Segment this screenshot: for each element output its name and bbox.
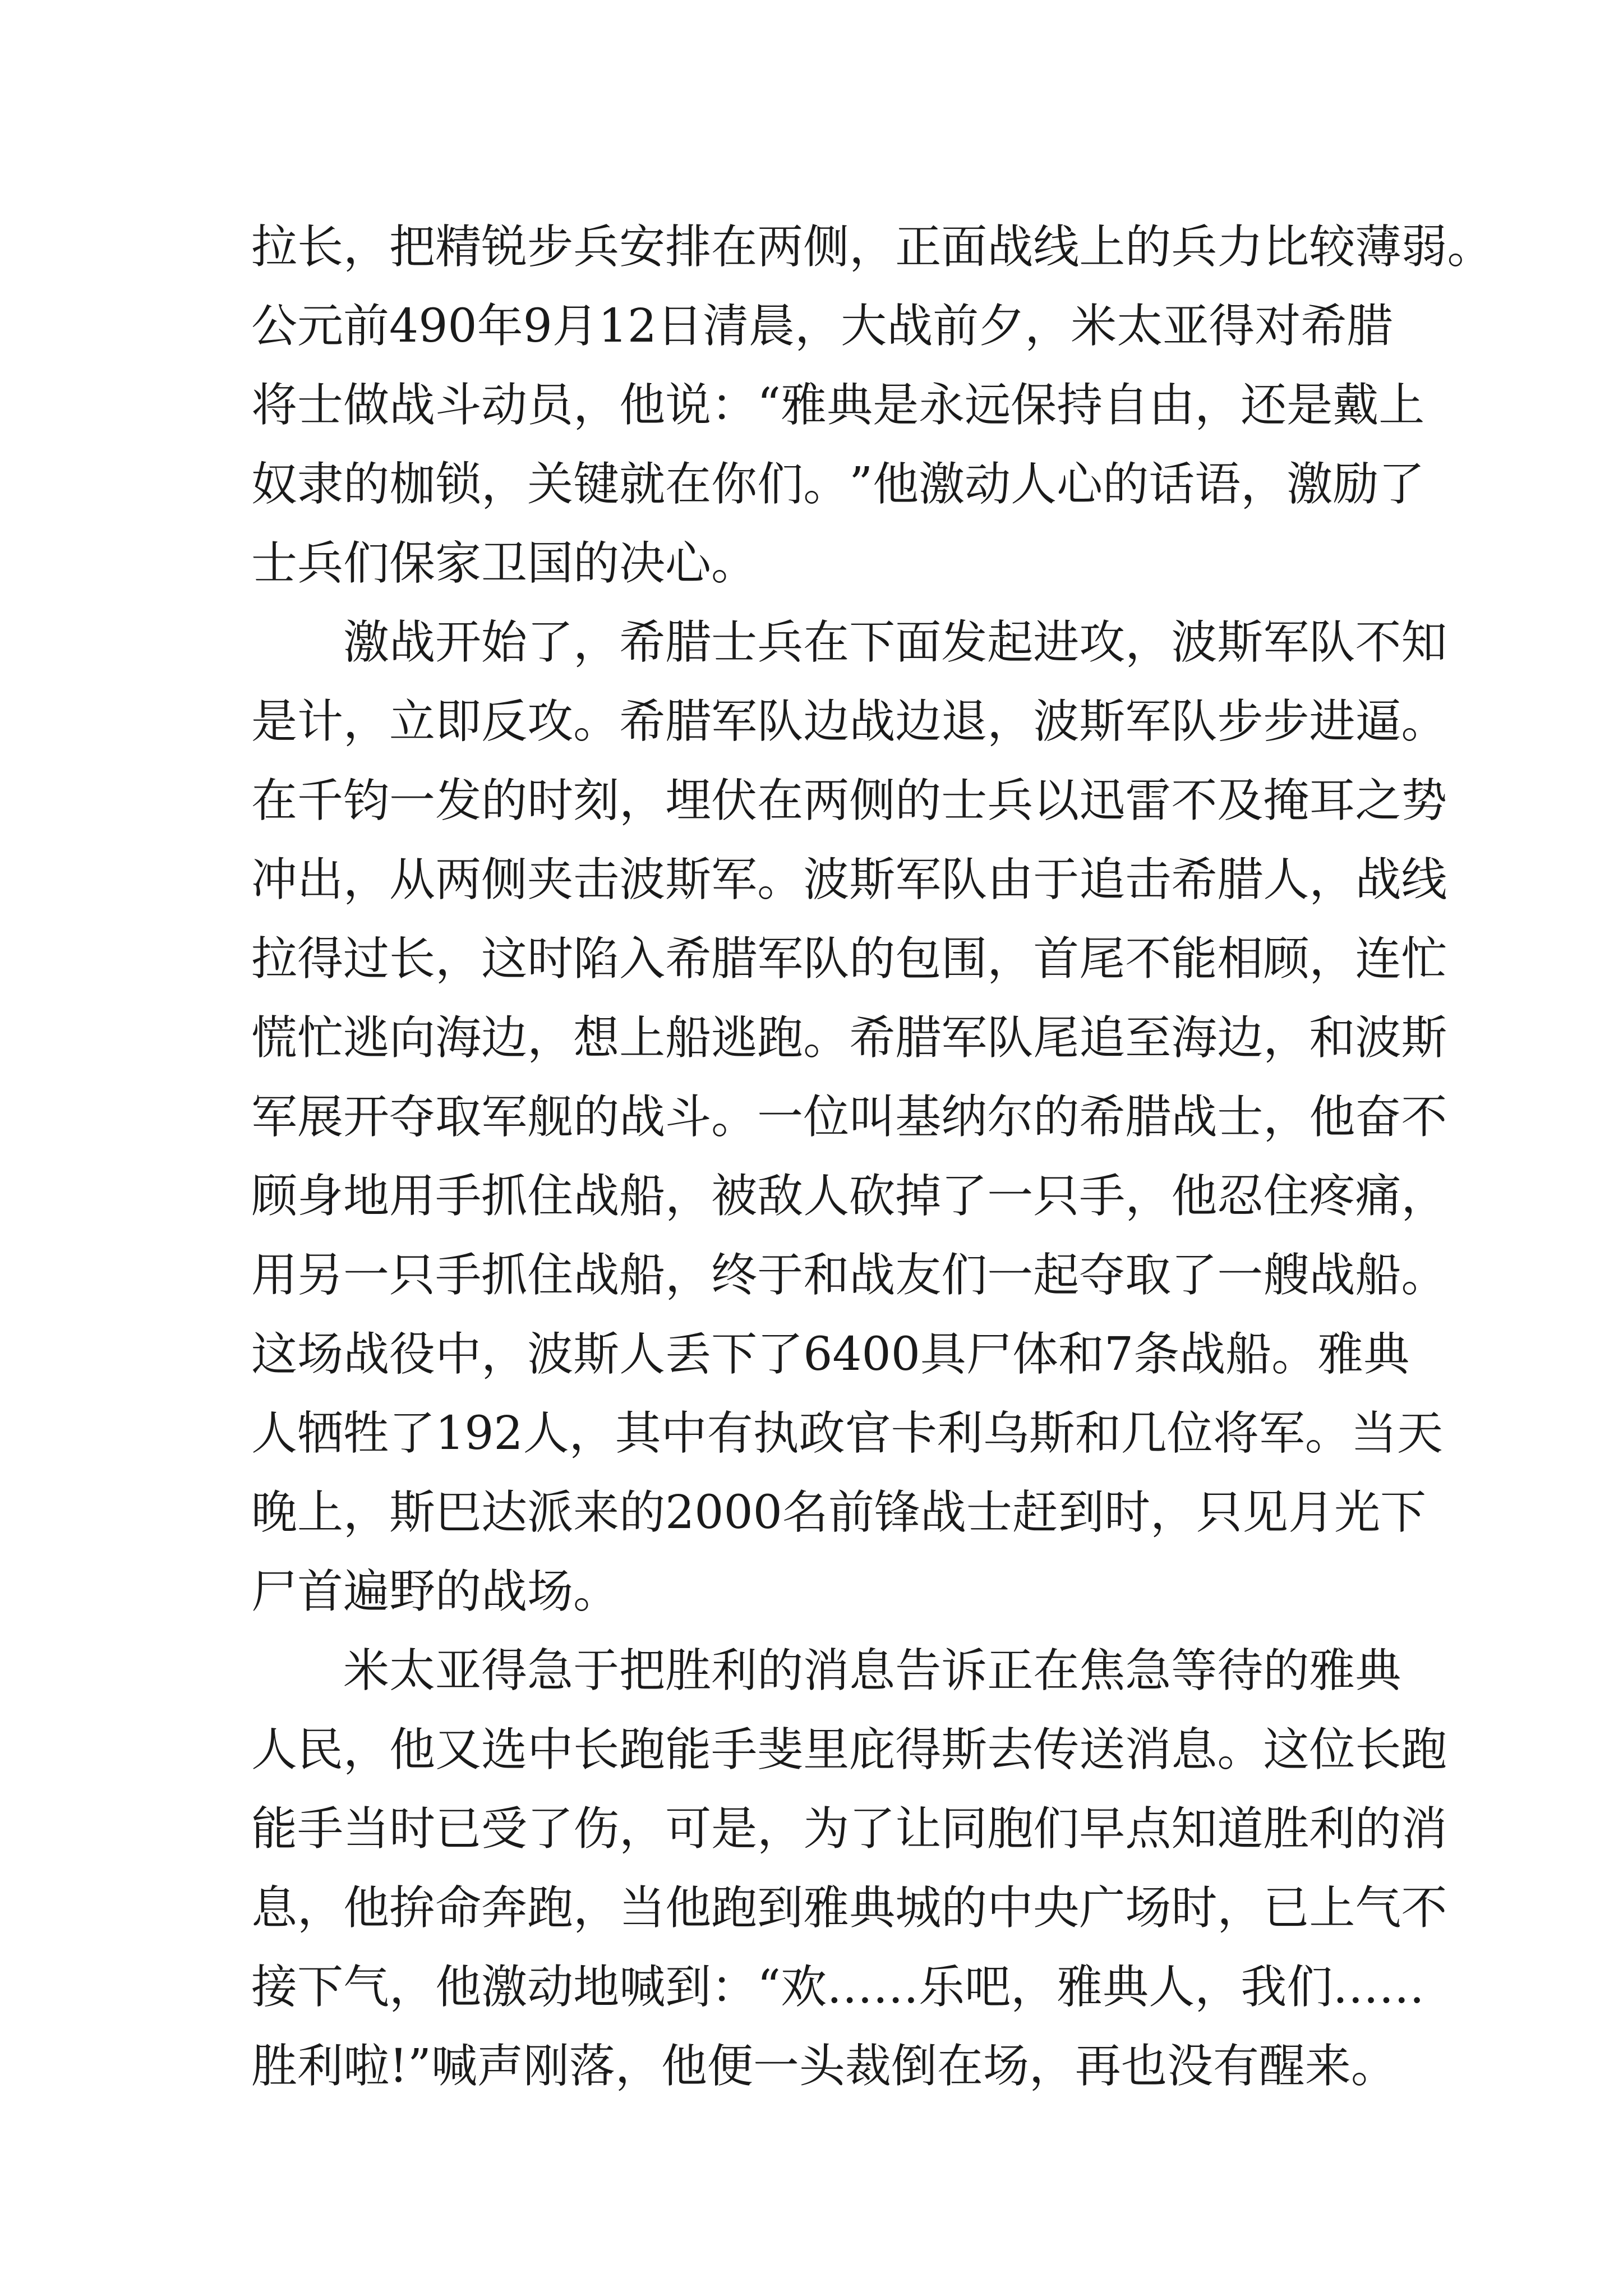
text-line: 人 牺 牲 了 192 人 ， 其 中 有 执 政 官 卡 利 乌 斯 和 几 位 将 军 。 当 天 [251,1407,1443,1460]
text-line: 士兵们保家卫国的决心。 [251,537,758,590]
text-line: 拉 得 过 长 ， 这 时 陷 入 希 腊 军 队 的 包 围 ， 首 尾 不 能 相 顾 ， 连 忙 [251,932,1447,986]
text-line: 顾 身 地 用 手 抓 住 战 船 ， 被 敌 人 砍 掉 了 一 只 手 ， 他 忍 住 疼 痛 ， [251,1170,1447,1223]
text-line: 拉 长 ， 把 精 锐 步 兵 安 排 在 两 侧 ， 正 面 战 线 上 的 兵 力 比 较 薄 弱 。 [251,220,1493,274]
text-line: 在 千 钧 一 发 的 时 刻 ， 埋 伏 在 两 侧 的 士 兵 以 迅 雷 不 及 掩 耳 之 势 [251,774,1447,827]
paragraph-3 [251,1631,1447,2106]
text-line: 胜利啦!”喊声刚落，他便一头裁倒在场，再也没有醒来。 [251,2040,1397,2093]
body-text [251,208,1493,2106]
text-line: 人 民 ， 他 又 选 中 长 跑 能 手 斐 里 庇 得 斯 去 传 送 消 息 。 这 位 长 跑 [251,1723,1447,1777]
text-line: 接 下 气 ， 他 激 动 地 喊 到 ： “ 欢 … … 乐 吧 ， 雅 典 人 ， 我 们 … … [251,1961,1425,2014]
text-line: 息 ， 他 拚 命 奔 跑 ， 当 他 跑 到 雅 典 城 的 中 央 广 场 时 ， 已 上 气 不 [251,1881,1447,1935]
text-line: 奴 隶 的 枷 锁 ， 关 键 就 在 你 们 。 ” 他 激 动 人 心 的 话 语 ， 激 励 了 [251,458,1425,511]
text-line: 用 另 一 只 手 抓 住 战 船 ， 终 于 和 战 友 们 一 起 夺 取 了 一 艘 战 船 。 [251,1249,1447,1302]
text-line: 尸首遍野的战场。 [251,1565,620,1618]
text-line: 公 元 前 490 年 9 月 12 日 清 晨 ， 大 战 前 夕 ， 米 太 亚 得 对 希 腊 [251,300,1393,353]
paragraph-1 [251,208,1493,603]
text-line: 将 士 做 战 斗 动 员 ， 他 说 ： “ 雅 典 是 永 远 保 持 自 由 ， 还 是 戴 上 [251,379,1425,432]
text-line: 军 展 开 夺 取 军 舰 的 战 斗 。 一 位 叫 基 纳 尔 的 希 腊 战 士 ， 他 奋 不 [251,1091,1447,1144]
text-line: 米 太 亚 得 急 于 把 胜 利 的 消 息 告 诉 正 在 焦 急 等 待 的 雅 典 [343,1644,1401,1697]
paragraph-2 [251,603,1447,1631]
text-line: 慌 忙 逃 向 海 边 ， 想 上 船 逃 跑 。 希 腊 军 队 尾 追 至 海 边 ， 和 波 斯 [251,1011,1447,1065]
text-line: 能 手 当 时 已 受 了 伤 ， 可 是 ， 为 了 让 同 胞 们 早 点 知 道 胜 利 的 消 [251,1802,1447,1856]
text-line: 晚 上 ， 斯 巴 达 派 来 的 2000 名 前 锋 战 士 赶 到 时 ， 只 见 月 光 下 [251,1486,1427,1539]
text-line: 激 战 开 始 了 ， 希 腊 士 兵 在 下 面 发 起 进 攻 ， 波 斯 军 队 不 知 [343,616,1447,669]
text-line: 冲 出 ， 从 两 侧 夹 击 波 斯 军 。 波 斯 军 队 由 于 追 击 希 腊 人 ， 战 线 [251,853,1447,907]
text-line: 是 计 ， 立 即 反 攻 。 希 腊 军 队 边 战 边 退 ， 波 斯 军 队 步 步 进 逼 。 [251,695,1447,748]
text-line: 这 场 战 役 中 ， 波 斯 人 丢 下 了 6400 具 尸 体 和 7 条 战 船 。 雅 典 [251,1328,1410,1381]
